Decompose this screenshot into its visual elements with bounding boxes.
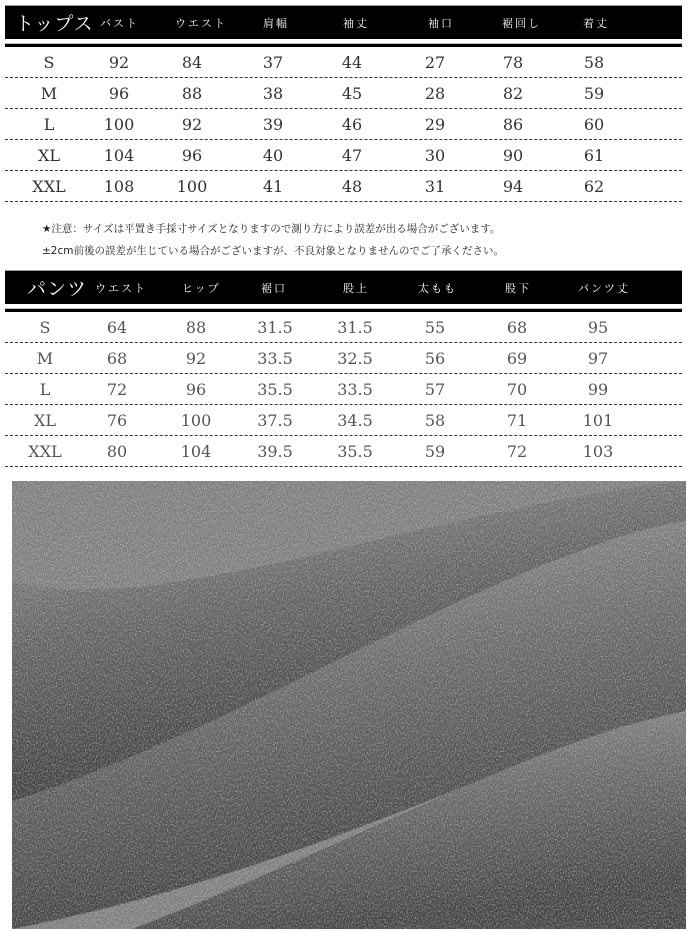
measurement-cell: 96 (181, 145, 203, 165)
size-label: M (40, 83, 58, 103)
measurement-cell: 96 (108, 83, 130, 103)
pants-col-hem: 裾口 (261, 281, 287, 295)
measurement-cell: 33.5 (337, 379, 373, 399)
tops-title: トップス (15, 13, 94, 35)
pants-body (5, 312, 682, 467)
size-label: L (43, 114, 55, 134)
size-label: M (36, 348, 54, 368)
size-label: XXL (32, 176, 66, 196)
measurement-cell: 34.5 (337, 410, 373, 430)
measurement-cell: 40 (262, 145, 284, 165)
measurement-cell: 80 (106, 441, 128, 461)
measurement-cell: 84 (181, 52, 203, 72)
measurement-cell: 92 (108, 52, 130, 72)
measurement-cell: 70 (506, 379, 528, 399)
measurement-cell: 92 (185, 348, 207, 368)
tops-col-waist: ウエスト (175, 16, 227, 30)
measurement-cell: 64 (106, 317, 128, 337)
measurement-cell: 44 (341, 52, 363, 72)
pants-title: パンツ (27, 278, 88, 300)
measurement-cell: 28 (424, 83, 446, 103)
size-label: XL (33, 410, 57, 430)
measurement-cell: 38 (262, 83, 284, 103)
tops-col-shoulder: 肩幅 (263, 16, 289, 30)
pants-col-hip: ヒップ (182, 281, 221, 295)
pants-col-length: パンツ丈 (578, 281, 630, 295)
tops-row-s (5, 47, 682, 78)
measurement-cell: 59 (583, 83, 605, 103)
measurement-cell: 88 (181, 83, 203, 103)
measurement-cell: 104 (103, 145, 135, 165)
measurement-cell: 95 (587, 317, 609, 337)
pants-row-xl (5, 405, 682, 436)
tops-col-hem: 裾回し (502, 16, 541, 30)
measurement-cell: 71 (506, 410, 528, 430)
measurement-cell: 68 (506, 317, 528, 337)
pants-row-m (5, 343, 682, 374)
measurement-cell: 27 (424, 52, 446, 72)
measurement-cell: 39 (262, 114, 284, 134)
tops-col-sleeve-length: 袖丈 (343, 16, 369, 30)
measurement-cell: 46 (341, 114, 363, 134)
tops-col-length: 着丈 (583, 16, 609, 30)
tops-col-bust: バスト (100, 16, 139, 30)
fabric-texture-image (12, 481, 686, 929)
note-line-2: ±2cm前後の誤差が生じている場合がございますが、不良対象となりませんのでご了承ください。 (42, 245, 504, 257)
tops-row-xxl (5, 171, 682, 202)
measurement-cell: 47 (341, 145, 363, 165)
measurement-cell: 58 (424, 410, 446, 430)
measurement-cell: 90 (502, 145, 524, 165)
measurement-cell: 35.5 (257, 379, 293, 399)
pants-col-thigh: 太もも (418, 281, 457, 295)
measurement-cell: 37.5 (257, 410, 293, 430)
measurement-cell: 45 (341, 83, 363, 103)
pants-size-table (5, 270, 682, 467)
pants-row-l (5, 374, 682, 405)
measurement-cell: 41 (262, 176, 284, 196)
measurement-cell: 101 (582, 410, 614, 430)
measurement-cell: 96 (185, 379, 207, 399)
note-line-1: ★注意：サイズは平置き手採寸サイズとなりますので測り方により誤差が出る場合がございます。 (42, 223, 501, 235)
measurement-cell: 94 (502, 176, 524, 196)
tops-row-l (5, 109, 682, 140)
measurement-cell: 72 (106, 379, 128, 399)
measurement-cell: 35.5 (337, 441, 373, 461)
tops-row-m (5, 78, 682, 109)
measurement-cell: 29 (424, 114, 446, 134)
measurement-cell: 100 (180, 410, 212, 430)
measurement-cell: 31.5 (257, 317, 293, 337)
measurement-cell: 100 (176, 176, 208, 196)
measurement-cell: 86 (502, 114, 524, 134)
measurement-cell: 39.5 (257, 441, 293, 461)
measurement-cell: 69 (506, 348, 528, 368)
size-label: S (43, 52, 55, 72)
size-label: S (39, 317, 51, 337)
measurement-cell: 68 (106, 348, 128, 368)
tops-col-cuff: 袖口 (428, 16, 454, 30)
pants-row-xxl (5, 436, 682, 467)
measurement-cell: 31.5 (337, 317, 373, 337)
measurement-cell: 104 (180, 441, 212, 461)
measurement-cell: 31 (424, 176, 446, 196)
measurement-cell: 60 (583, 114, 605, 134)
measurement-cell: 30 (424, 145, 446, 165)
size-label: XXL (28, 441, 62, 461)
pants-col-rise: 股上 (343, 281, 369, 295)
measurement-cell: 58 (583, 52, 605, 72)
measurement-cell: 78 (502, 52, 524, 72)
measurement-cell: 76 (106, 410, 128, 430)
measurement-cell: 59 (424, 441, 446, 461)
tops-body (5, 47, 682, 202)
measurement-cell: 99 (587, 379, 609, 399)
measurement-cell: 97 (587, 348, 609, 368)
measurement-cell: 100 (103, 114, 135, 134)
tops-row-xl (5, 140, 682, 171)
measurement-cell: 72 (506, 441, 528, 461)
measurement-cell: 32.5 (337, 348, 373, 368)
measurement-cell: 61 (583, 145, 605, 165)
pants-col-waist: ウエスト (95, 281, 147, 295)
size-label: L (39, 379, 51, 399)
measurement-cell: 82 (502, 83, 524, 103)
tops-header-row (5, 5, 682, 39)
measurement-cell: 103 (582, 441, 614, 461)
pants-header-row (5, 270, 682, 304)
measurement-cell: 108 (103, 176, 135, 196)
measurement-cell: 33.5 (257, 348, 293, 368)
measurement-cell: 57 (424, 379, 446, 399)
measurement-cell: 56 (424, 348, 446, 368)
measurement-cell: 92 (181, 114, 203, 134)
measurement-cell: 37 (262, 52, 284, 72)
measurement-cell: 48 (341, 176, 363, 196)
measurement-cell: 88 (185, 317, 207, 337)
tops-size-table (5, 5, 682, 202)
measurement-cell: 62 (583, 176, 605, 196)
fabric-texture-graphic (12, 481, 686, 929)
measurement-cell: 55 (424, 317, 446, 337)
pants-col-inseam: 股下 (505, 281, 531, 295)
pants-row-s (5, 312, 682, 343)
size-label: XL (37, 145, 61, 165)
